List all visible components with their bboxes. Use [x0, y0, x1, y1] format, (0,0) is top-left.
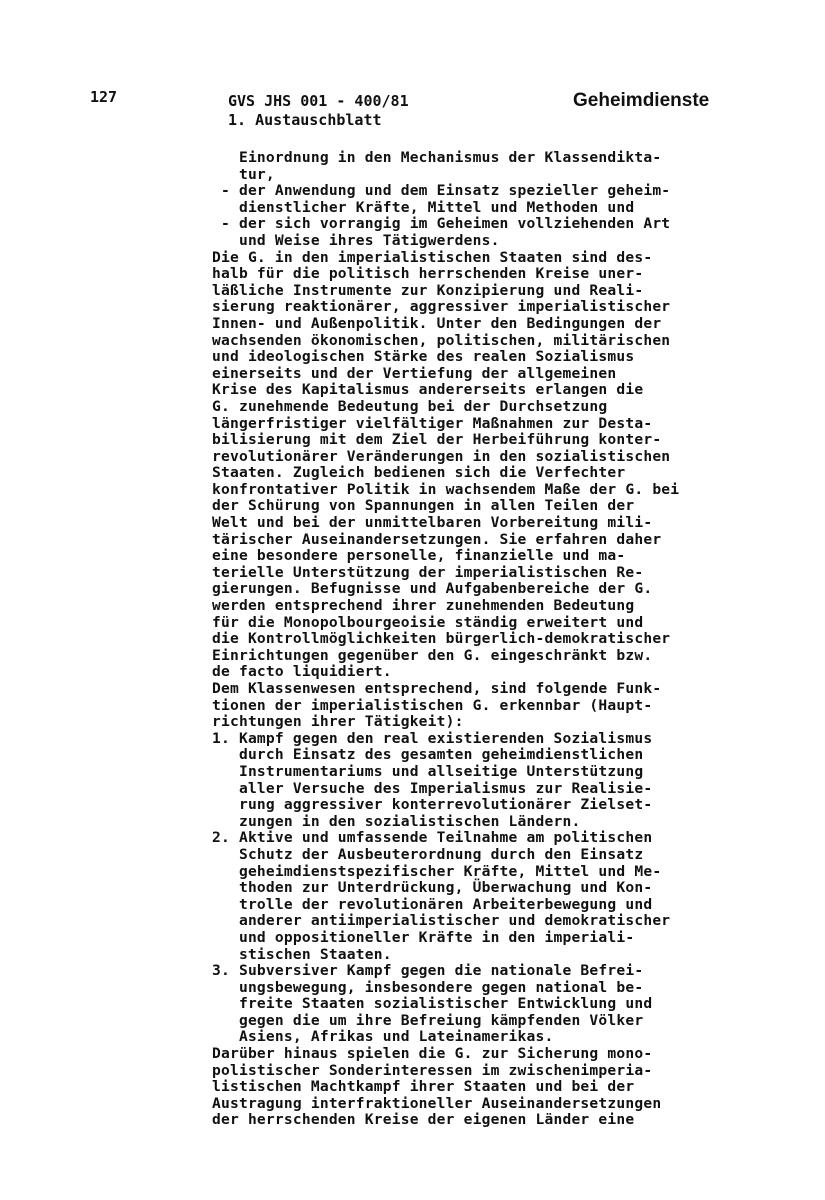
- text-line: werden entsprechend ihrer zunehmenden Bedeutung: [212, 597, 635, 615]
- text-line: Staaten. Zugleich bedienen sich die Verfechter: [212, 464, 626, 482]
- text-line: gegen die um ihre Befreiung kämpfenden Völker: [212, 1011, 644, 1029]
- text-line: durch Einsatz des gesamten geheimdienstlichen: [212, 746, 644, 764]
- text-line: zungen in den sozialistischen Ländern.: [212, 812, 581, 830]
- text-line: konfrontativer Politik in wachsendem Maße der G. bei: [212, 480, 680, 498]
- text-line: listischen Machtkampf ihrer Staaten und bei der: [212, 1078, 635, 1096]
- text-line: läßliche Instrumente zur Konzipierung und Reali-: [212, 281, 644, 299]
- text-line: Schutz der Ausbeuterordnung durch den Einsatz: [212, 845, 644, 863]
- text-line: halb für die politisch herrschenden Kreise uner-: [212, 265, 644, 283]
- body-text: [212, 150, 752, 1129]
- text-line: Austragung interfraktioneller Auseinandersetzungen: [212, 1094, 662, 1112]
- text-line: für die Monopolbourgeoisie ständig erweitert und: [212, 613, 644, 631]
- text-line: 3. Subversiver Kampf gegen die nationale Befrei-: [212, 962, 644, 980]
- text-line: G. zunehmende Bedeutung bei der Durchsetzung: [212, 397, 608, 415]
- text-line: 1. Kampf gegen den real existierenden Sozialismus: [212, 729, 653, 747]
- text-line: tur,: [212, 165, 275, 183]
- text-line: und Weise ihres Tätigwerdens.: [212, 231, 500, 249]
- text-line: stischen Staaten.: [212, 945, 392, 963]
- reference-number: GVS JHS 001 - 400/81: [228, 92, 409, 110]
- text-line: Instrumentariums und allseitige Unterstützung: [212, 762, 644, 780]
- text-line: Asiens, Afrikas und Lateinamerikas.: [212, 1028, 554, 1046]
- text-line: längerfristiger vielfältiger Maßnahmen zur Desta-: [212, 414, 653, 432]
- text-line: freite Staaten sozialistischer Entwicklung und: [212, 995, 653, 1013]
- text-line: aller Versuche des Imperialismus zur Realisie-: [212, 779, 653, 797]
- text-line: und oppositioneller Kräfte in den imperiali-: [212, 928, 635, 946]
- text-line: Darüber hinaus spielen die G. zur Sicherung mono-: [212, 1045, 653, 1063]
- text-line: 2. Aktive und umfassende Teilnahme am politischen: [212, 829, 653, 847]
- exchange-sheet-label: 1. Austauschblatt: [228, 111, 382, 129]
- text-line: thoden zur Unterdrückung, Überwachung und Kon-: [212, 879, 653, 897]
- text-line: terielle Unterstützung der imperialistischen Re-: [212, 563, 644, 581]
- text-line: - der Anwendung und dem Einsatz spezieller geheim-: [212, 182, 671, 200]
- text-line: geheimdienstspezifischer Kräfte, Mittel und Me-: [212, 862, 662, 880]
- text-line: gierungen. Befugnisse und Aufgabenbereiche der G.: [212, 580, 653, 598]
- text-line: revolutionärer Veränderungen in den sozialistischen: [212, 447, 671, 465]
- text-line: tärischer Auseinandersetzungen. Sie erfahren daher: [212, 530, 662, 548]
- text-line: eine besondere personelle, finanzielle und ma-: [212, 547, 626, 565]
- section-title: Geheimdienste: [573, 90, 710, 111]
- text-line: der Schürung von Spannungen in allen Teilen der: [212, 497, 635, 515]
- text-line: - der sich vorrangig im Geheimen vollziehenden Art: [212, 215, 671, 233]
- text-line: Einordnung in den Mechanismus der Klassendikta-: [212, 149, 662, 166]
- text-line: sierung reaktionärer, aggressiver imperialistischer: [212, 298, 671, 316]
- text-line: der herrschenden Kreise der eigenen Länder eine: [212, 1111, 635, 1129]
- text-line: Innen- und Außenpolitik. Unter den Bedingungen der: [212, 314, 662, 332]
- text-line: polistischer Sonderinteressen im zwischenimperia-: [212, 1061, 653, 1079]
- text-line: anderer antiimperialistischer und demokratischer: [212, 912, 671, 930]
- text-line: die Kontrollmöglichkeiten bürgerlich-demokratischer: [212, 630, 671, 648]
- text-line: trolle der revolutionären Arbeiterbewegung und: [212, 895, 653, 913]
- text-line: Die G. in den imperialistischen Staaten sind des-: [212, 248, 653, 266]
- text-line: und ideologischen Stärke des realen Sozialismus: [212, 348, 635, 366]
- page-number: 127: [90, 88, 118, 106]
- text-line: Dem Klassenwesen entsprechend, sind folgende Funk-: [212, 680, 662, 697]
- text-line: wachsenden ökonomischen, politischen, militärischen: [212, 331, 671, 349]
- text-line: Krise des Kapitalismus andererseits erlangen die: [212, 381, 644, 399]
- text-line: de facto liquidiert.: [212, 663, 392, 681]
- text-line: Einrichtungen gegenüber den G. eingeschränkt bzw.: [212, 646, 653, 664]
- text-line: tionen der imperialistischen G. erkennbar (Haupt-: [212, 696, 653, 714]
- text-line: einerseits und der Vertiefung der allgemeinen: [212, 364, 617, 382]
- text-line: ungsbewegung, insbesondere gegen national be-: [212, 978, 644, 996]
- document-reference: [228, 92, 409, 130]
- text-line: bilisierung mit dem Ziel der Herbeiführung konter-: [212, 431, 662, 449]
- text-line: Welt und bei der unmittelbaren Vorbereitung mili-: [212, 514, 653, 532]
- text-line: dienstlicher Kräfte, Mittel und Methoden und: [212, 198, 635, 216]
- text-line: rung aggressiver konterrevolutionärer Zielset-: [212, 796, 653, 814]
- text-line: richtungen ihrer Tätigkeit):: [212, 713, 464, 731]
